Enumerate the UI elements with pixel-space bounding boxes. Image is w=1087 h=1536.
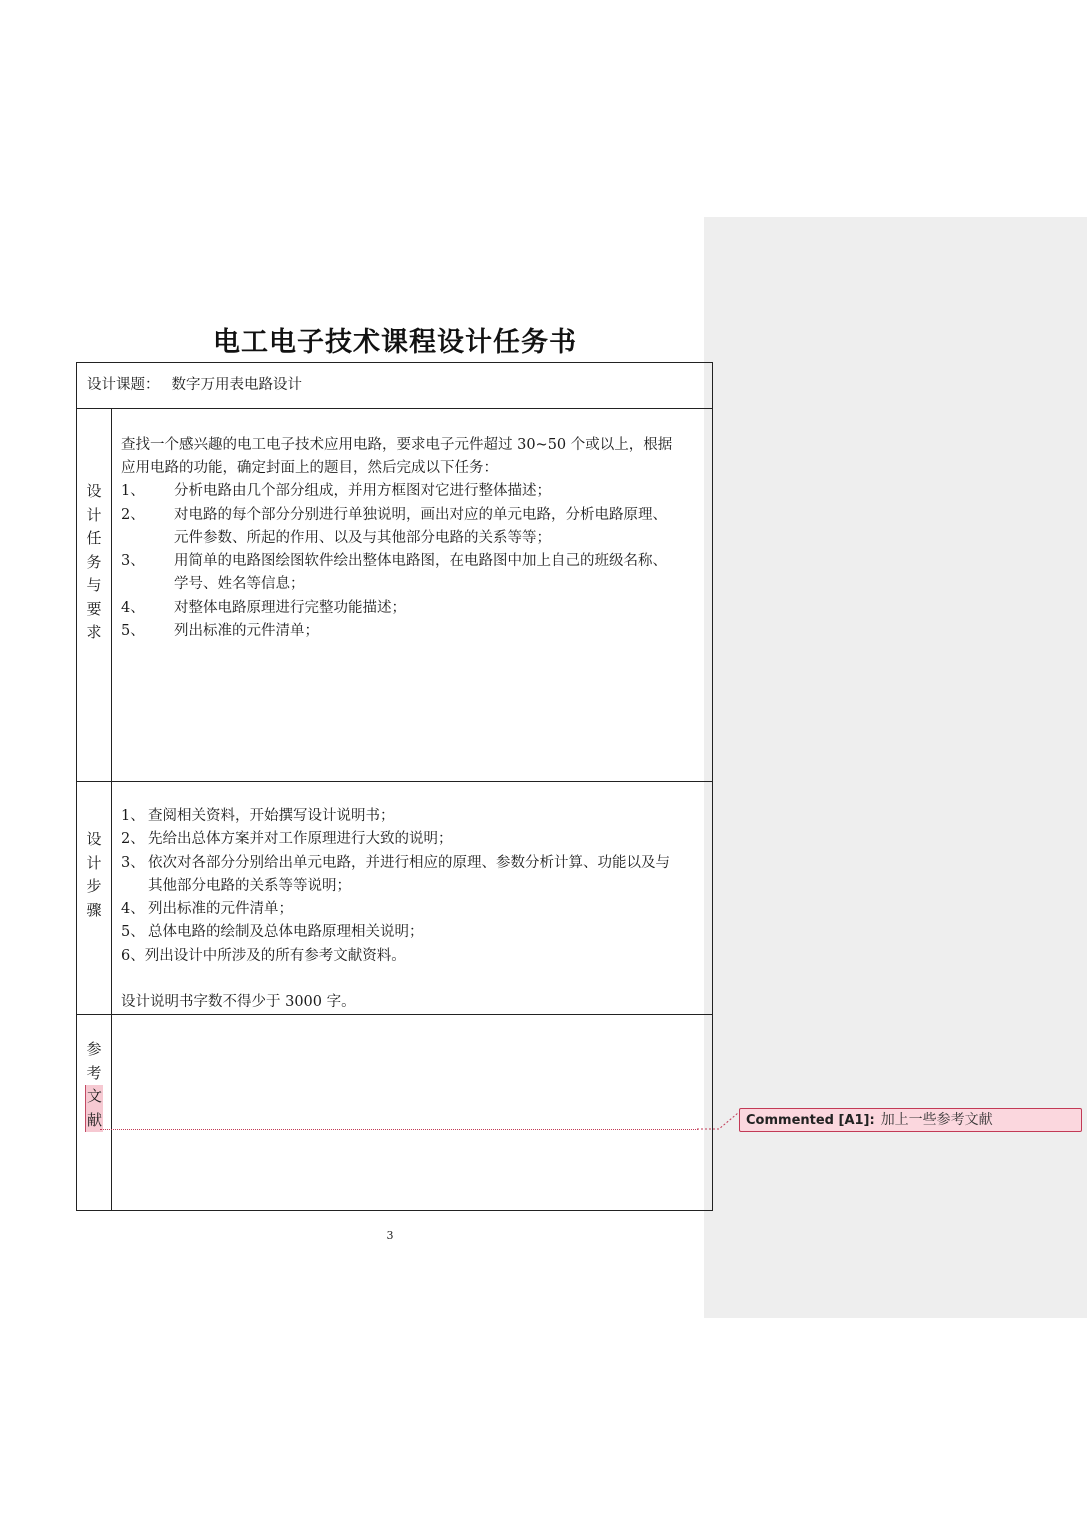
steps-section-label: 设 计 步 骤 xyxy=(86,830,102,919)
task-table: 设计课题： 数字万用表电路设计 设 计 任 务 与 要 求 查找一个感兴趣的电工电子技术应用电路，要求电子元件超过 30~50 个或以上，根据 应用电路的功能，确定封面上的题目，然后完成以下任务： 1、 分析电路由几个部分组成，并用方框图对它进行整体描述； 2、 对电路的每个部分分别进行单独说明，画出对应的单元电路，分析电路原理、 元件参数、所起的作用、以及与其他部分电路的关系等等； 3、 用简单的电路图绘图软件绘出整体电路图，在电路图中加上自己的班级名称、 学号、姓名等信息； 4、 对整体电路原理进行完整功能描述； 5、 列出标准的元件清单； 设 计 步 骤 1、 查阅相关资料，开始撰写设计说明书； 2、 先给出总体方案并对工作原理进行大致的说明； 3、 依次对各部分分别给出单元电路，并进行相应的原理、参数分析计算、功能以及与 其他部分电路的关系等等说明； 4、 列出标准的元件清单； 5、 总体电路的绘制及总体电路原理相关说明； 6、列出设计中所涉及的所有参考文献资料。 设计说明书字数不得少于 3000 字。 参 考 文 献 xyxy=(76,362,713,1211)
row-divider xyxy=(77,408,712,409)
comment-leader-line xyxy=(100,1129,698,1130)
references-content-cell[interactable] xyxy=(113,1016,710,1208)
page-number: 3 xyxy=(386,1229,394,1242)
topic-label: 设计课题： xyxy=(87,377,160,393)
task-intro-line-2[interactable]: 应用电路的功能，确定封面上的题目，然后完成以下任务： xyxy=(121,460,498,476)
comment-balloon[interactable] xyxy=(739,1108,1082,1132)
comment-anchor-highlight[interactable]: 献 xyxy=(85,1109,103,1133)
task-intro-line-1[interactable]: 查找一个感兴趣的电工电子技术应用电路，要求电子元件超过 30~50 个或以上，根据 xyxy=(121,437,673,453)
comment-connector xyxy=(697,1110,739,1130)
row-divider xyxy=(77,781,712,782)
document-title: 电工电子技术课程设计任务书 xyxy=(213,327,577,358)
comment-text[interactable]: 加上一些参考文献 xyxy=(880,1112,993,1128)
step-item-6[interactable]: 6、列出设计中所涉及的所有参考文献资料。 xyxy=(121,948,406,964)
comment-margin-pane xyxy=(704,217,1087,1318)
references-section-label: 参 考 文 献 xyxy=(77,1038,111,1132)
column-divider xyxy=(111,408,112,1210)
word-count-note[interactable]: 设计说明书字数不得少于 3000 字。 xyxy=(121,994,356,1010)
comment-label: Commented [A1]: xyxy=(746,1113,875,1128)
topic-value[interactable]: 数字万用表电路设计 xyxy=(171,377,302,393)
comment-anchor-highlight[interactable]: 文 xyxy=(85,1085,103,1109)
topic-row xyxy=(87,374,302,398)
task-section-label: 设 计 任 务 与 要 求 xyxy=(86,482,102,641)
